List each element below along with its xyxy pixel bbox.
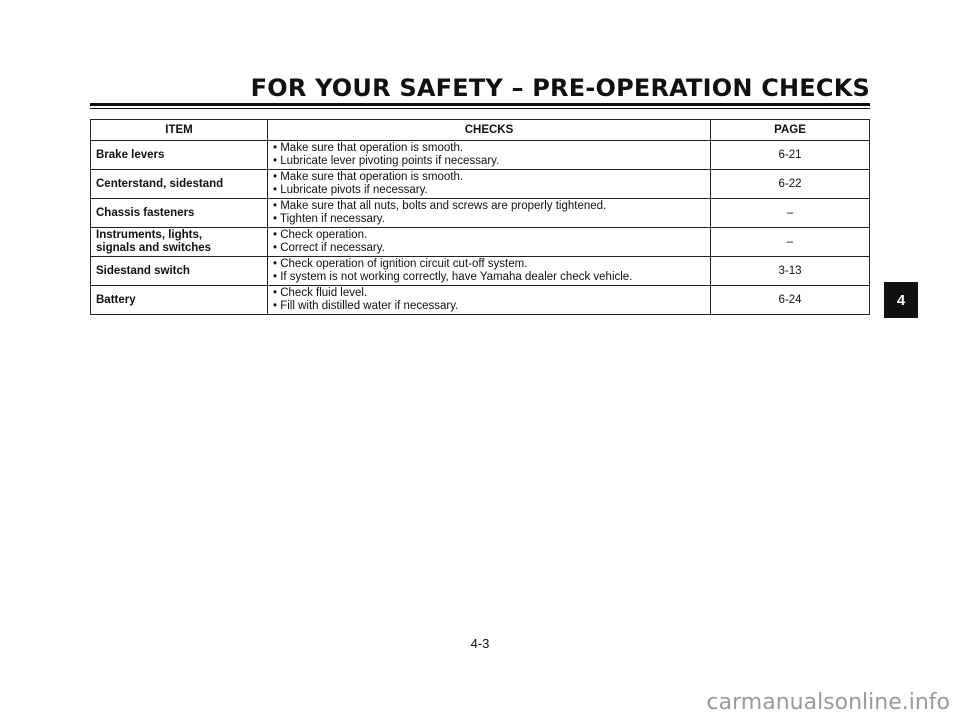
checks-cell	[268, 199, 711, 228]
table-row	[91, 199, 870, 228]
item-cell	[91, 286, 268, 315]
checks-cell	[268, 286, 711, 315]
column-header-checks: CHECKS	[268, 120, 711, 141]
item-label: Instruments, lights,	[96, 229, 203, 241]
table-row	[91, 228, 870, 257]
checks-cell	[268, 257, 711, 286]
check-text: • Correct if necessary.	[273, 242, 385, 254]
check-text: • Make sure that operation is smooth.	[273, 142, 464, 154]
item-cell	[91, 228, 268, 257]
watermark: carmanualsonline.info	[706, 690, 950, 715]
column-header-item: ITEM	[91, 120, 268, 141]
item-label: Centerstand, sidestand	[96, 177, 224, 190]
table-header-row	[91, 120, 870, 141]
item-label: Chassis fasteners	[96, 206, 195, 219]
page-ref: 6-24	[711, 286, 870, 315]
item-cell	[91, 141, 268, 170]
check-text: • Check operation of ignition circuit cut-off system.	[273, 258, 528, 270]
page-ref: 3-13	[711, 257, 870, 286]
page-title: FOR YOUR SAFETY – PRE-OPERATION CHECKS	[250, 74, 870, 102]
title-rule	[90, 103, 870, 106]
item-cell	[91, 199, 268, 228]
page-ref: –	[711, 228, 870, 257]
column-header-page: PAGE	[711, 120, 870, 141]
table-row	[91, 286, 870, 315]
check-text: • Make sure that all nuts, bolts and screws are properly tightened.	[273, 200, 607, 212]
item-label: Brake levers	[96, 148, 165, 161]
pre-operation-checks-table	[90, 119, 870, 315]
page-ref: 6-22	[711, 170, 870, 199]
page-ref: –	[711, 199, 870, 228]
item-cell	[91, 257, 268, 286]
check-text: • Tighten if necessary.	[273, 213, 385, 225]
page-ref: 6-21	[711, 141, 870, 170]
check-text: • Check fluid level.	[273, 287, 368, 299]
check-text: • Check operation.	[273, 229, 368, 241]
check-text: • Lubricate pivots if necessary.	[273, 184, 428, 196]
check-text: • If system is not working correctly, have Yamaha dealer check vehicle.	[273, 271, 633, 283]
chapter-tab: 4	[884, 282, 918, 318]
checks-cell	[268, 228, 711, 257]
table-row	[91, 257, 870, 286]
item-label: Battery	[96, 293, 136, 306]
item-cell	[91, 170, 268, 199]
item-label: Sidestand switch	[96, 264, 190, 277]
check-text: • Fill with distilled water if necessary.	[273, 300, 459, 312]
page-number: 4-3	[470, 636, 490, 651]
checks-cell	[268, 170, 711, 199]
table-row	[91, 141, 870, 170]
table-row	[91, 170, 870, 199]
check-text: • Lubricate lever pivoting points if necessary.	[273, 155, 500, 167]
check-text: • Make sure that operation is smooth.	[273, 171, 464, 183]
title-rule-thin	[90, 108, 870, 109]
item-label: signals and switches	[96, 242, 212, 254]
checks-cell	[268, 141, 711, 170]
